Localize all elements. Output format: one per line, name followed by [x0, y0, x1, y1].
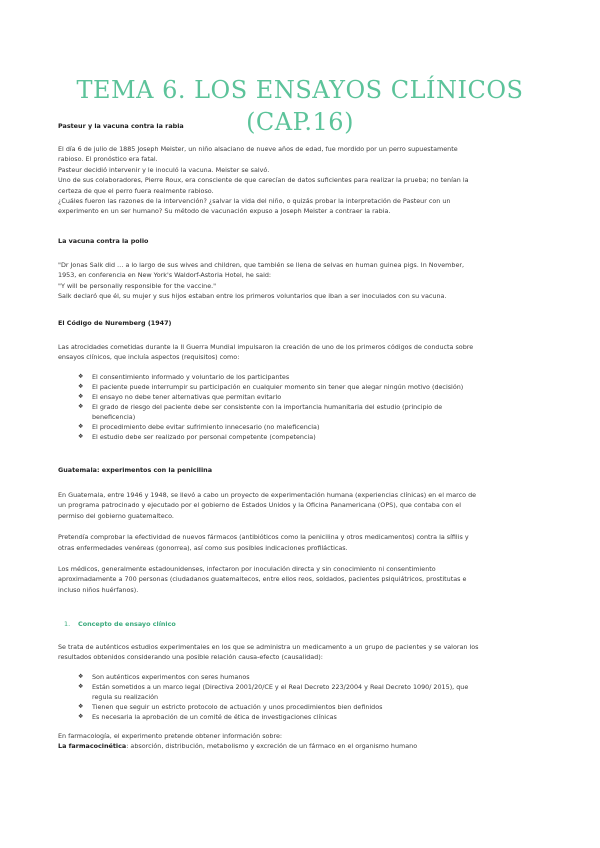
paragraph-line: experimento en un ser humano? Su método de vacunación expuso a Joseph Meister a contraer la rabia. [58, 207, 391, 216]
diamond-bullet-icon: ❖ [78, 422, 84, 430]
paragraph-line: Los médicos, generalmente estadounidenses, infectaron por inoculación directa y sin conocimiento ni consentimiento [58, 565, 436, 574]
section-pasteur [58, 121, 542, 217]
paragraph-line: Las atrocidades cometidas durante la II Guerra Mundial impulsaron la creación de uno de los primeros códigos de conducta sobre [58, 343, 474, 351]
paragraph-line: ensayos clínicos, que incluía aspectos (requisitos) como: [58, 353, 240, 362]
diamond-bullet-icon: ❖ [78, 402, 84, 410]
paragraph-line: certeza de que el perro fuera realmente rabioso. [58, 186, 214, 195]
diamond-bullet-icon: ❖ [78, 702, 84, 710]
diamond-bullet-icon: ❖ [78, 432, 84, 440]
paragraph-line: La farmacocinética: absorción, distribución, metabolismo y excreción de un fármaco en el organismo humano [58, 742, 418, 751]
list-item: ❖ El consentimiento informado y voluntario de los participantes [78, 372, 290, 381]
paragraph-line: otras enfermedades venéreas (gonorrea), así como sus posibles indicaciones profilácticas. [58, 543, 348, 552]
paragraph-line: 1953, en conferencia en New York's Waldorf-Astoria Hotel, he said: [58, 271, 272, 280]
section-nuremberg [58, 318, 542, 442]
paragraph-line: "Y will be personally responsible for the vaccine." [58, 281, 217, 290]
list-item: ❖ Tienen que seguir un estricto protocolo de actuación y unos procedimientos bien definidos [78, 702, 383, 711]
paragraph-line: resultados obtenidos considerando una posible relación causa-efecto (causalidad): [58, 653, 323, 662]
list-item: ❖ Son auténticos experimentos con seres humanos [78, 672, 250, 681]
list-item: ❖ El procedimiento debe evitar sufrimiento innecesario (no maleficencia) [78, 422, 320, 431]
paragraph-line: Salk declaró que él, su mujer y sus hijos estaban entre los primeros voluntarios que iban a ser inoculados con su vacuna. [58, 292, 447, 301]
list-item: ❖ Es necesaria la aprobación de un comité de ética de investigaciones clínicas [78, 712, 337, 721]
paragraph-line: En farmacología, el experimento pretende obtener información sobre: [58, 731, 283, 740]
page-title: TEMA 6. LOS ENSAYOS CLÍNICOS (CAP.16) [76, 76, 524, 136]
list-item: ❖ El ensayo no debe tener alternativas que permitan evitarlo [78, 392, 282, 401]
paragraph-line: incluso niños huérfanos). [58, 585, 139, 594]
section-heading: El Código de Nuremberg (1947) [58, 319, 172, 327]
paragraph-line: aproximadamente a 700 personas (ciudadanos guatemaltecos, entre ellos reos, soldados, pacientes psiquiátricos, prostitutas e [58, 575, 467, 584]
list-item: ❖ El estudio debe ser realizado por personal competente (competencia) [78, 432, 316, 441]
section-heading: La vacuna contra la polio [58, 237, 149, 245]
numbered-heading: 1. Concepto de ensayo clínico [64, 620, 176, 628]
paragraph-line: Se trata de auténticos estudios experimentales en los que se administra un medicamento a un grupo de pacientes y se valoran los [58, 643, 479, 651]
paragraph-line: "Dr Jonas Salk did … a lo largo de sus wives and children, que también se llena de selvas en human guinea pigs. In November, [58, 261, 465, 269]
section-concepto [58, 619, 542, 752]
paragraph-line: El día 6 de julio de 1885 Joseph Meister, un niño alsaciano de nueve años de edad, fue mordido por un perro supuestamente [58, 145, 458, 153]
list-item: ❖ El paciente puede interrumpir su participación en cualquier momento sin tener que alegar ningún motivo (decisión) [78, 382, 464, 391]
diamond-bullet-icon: ❖ [78, 382, 84, 390]
diamond-bullet-icon: ❖ [78, 392, 84, 400]
paragraph-line: Pretendía comprobar la efectividad de nuevos fármacos (antibióticos como la penicilina y otros medicamentos) contra la sífilis y [58, 533, 469, 542]
paragraph-line: En Guatemala, entre 1946 y 1948, se llevó a cabo un proyecto de experimentación humana (experiencias clínicas) en el marco de [58, 491, 477, 499]
diamond-bullet-icon: ❖ [78, 682, 84, 690]
term-farmacocinetica: La farmacocinética [58, 742, 127, 751]
paragraph-line: ¿Cuáles fueron las razones de la intervención? ¿salvar la vida del niño, o quizás probar la interpretación de Pasteur con un [58, 197, 451, 206]
paragraph-line: rabioso. El pronóstico era fatal. [58, 155, 158, 164]
paragraph-line: permiso del gobierno guatemalteco. [58, 511, 174, 520]
section-guatemala [58, 465, 542, 595]
section-heading: Guatemala: experimentos con la penicilina [58, 466, 213, 474]
list-item: ❖ Están sometidos a un marco legal (Directiva 2001/20/CE y el Real Decreto 223/2004 y Real Decreto 1090/ 2015), que regula su realización [78, 682, 469, 701]
section-heading: Pasteur y la vacuna contra la rabia [58, 122, 184, 130]
list-item: ❖ El grado de riesgo del paciente debe ser consistente con la importancia humanitaria del estudio (principio de beneficencia) [78, 402, 443, 421]
section-polio [58, 236, 542, 302]
paragraph-line: Pasteur decidió intervenir y le inoculó la vacuna. Meister se salvó. [58, 165, 270, 174]
requirements-list [58, 372, 542, 442]
paragraph-line: un programa patrocinado y ejecutado por el gobierno de Estados Unidos y la Oficina Panamericana (OPS), que contaba con el [58, 501, 461, 510]
diamond-bullet-icon: ❖ [78, 672, 84, 680]
diamond-bullet-icon: ❖ [78, 372, 84, 380]
features-list [58, 672, 542, 722]
paragraph-line: Uno de sus colaboradores, Pierre Roux, era consciente de que carecían de datos suficientes para realizar la prueba; no tenían la [58, 176, 469, 185]
diamond-bullet-icon: ❖ [78, 712, 84, 720]
